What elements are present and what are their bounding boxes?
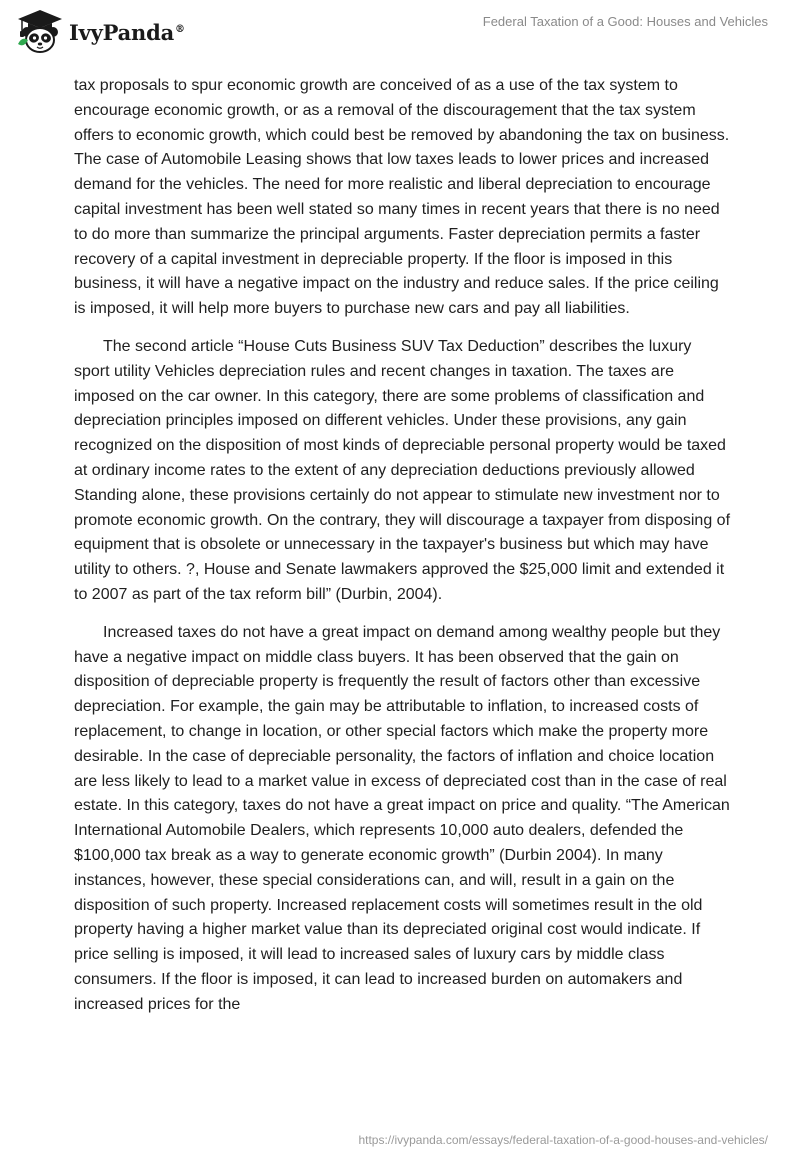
paragraph-1: tax proposals to spur economic growth are conceived of as a use of the tax system to encourage economic growth, or as a removal of the discouragement that the tax system offers to economic growth, which could best be removed by abandoning the tax on business. The case of Automobile Leasing shows that low taxes leads to lower prices and increased demand for the vehicles. The need for more realistic and liberal depreciation to encourage capital investment has been well stated so many times in recent years that there is no need to do more than summarize the principal arguments. Faster depreciation permits a faster recovery of a capital investment in depreciable property. If the floor is imposed in this business, it will have a negative impact on the industry and reduce sales. If the price ceiling is imposed, it will help more buyers to purchase new cars and pay all liabilities. (74, 77, 730, 318)
panda-graduate-icon (16, 8, 64, 54)
paragraph-2: The second article “House Cuts Business SUV Tax Deduction” describes the luxury sport utility Vehicles depreciation rules and recent changes in taxation. The taxes are imposed on the car owner. In this category, there are some problems of classification and depreciation principles imposed on different vehicles. Under these provisions, any gain recognized on the disposition of most kinds of depreciable personal property would be taxed at ordinary income rates to the extent of any depreciation deductions previously allowed Standing alone, these provisions certainly do not appear to stimulate new investment nor to promote economic growth. On the contrary, they will discourage a taxpayer from disposing of equipment that is obsolete or unnecessary in the taxpayer's business but which may have utility to others. ?, House and Senate lawmakers approved the $25,000 limit and extended it to 2007 as part of the tax reform bill” (Durbin, 2004). (74, 337, 731, 603)
logo-text: IvyPanda® (69, 19, 185, 45)
registered-mark: ® (175, 23, 185, 35)
page-header (0, 0, 800, 64)
essay-body (74, 74, 730, 1030)
paragraph-3: Increased taxes do not have a great impact on demand among wealthy people but they have a negative impact on middle class buyers. It has been observed that the gain on disposition of depreciable property is frequently the result of factors other than excessive depreciation. For example, the gain may be attributable to inflation, to increased costs of replacement, to change in location, or other special factors which make the property more desirable. In the case of depreciable personality, the factors of inflation and choice location are less likely to lead to a market value in excess of depreciated cost than in the case of real estate. In this category, taxes do not have a great impact on price and quality. “The American International Automobile Dealers, which represents 10,000 auto dealers, defended the $100,000 tax break as a way to generate economic growth” (Durbin 2004). In many instances, however, these special considerations can, and will, result in a gain on the disposition of such property. Increased replacement costs will sometimes result in the old property having a higher market value than its depreciated original cost would indicate. If price selling is imposed, it will lead to increased sales of luxury cars by middle class consumers. If the floor is imposed, it can lead to increased burden on automakers and increased prices for the (74, 623, 730, 1013)
document-title: Federal Taxation of a Good: Houses and Vehicles (482, 14, 768, 29)
ivypanda-logo[interactable] (16, 8, 185, 54)
source-url[interactable]: https://ivypanda.com/essays/federal-taxation-of-a-good-houses-and-vehicles/ (358, 1133, 768, 1147)
